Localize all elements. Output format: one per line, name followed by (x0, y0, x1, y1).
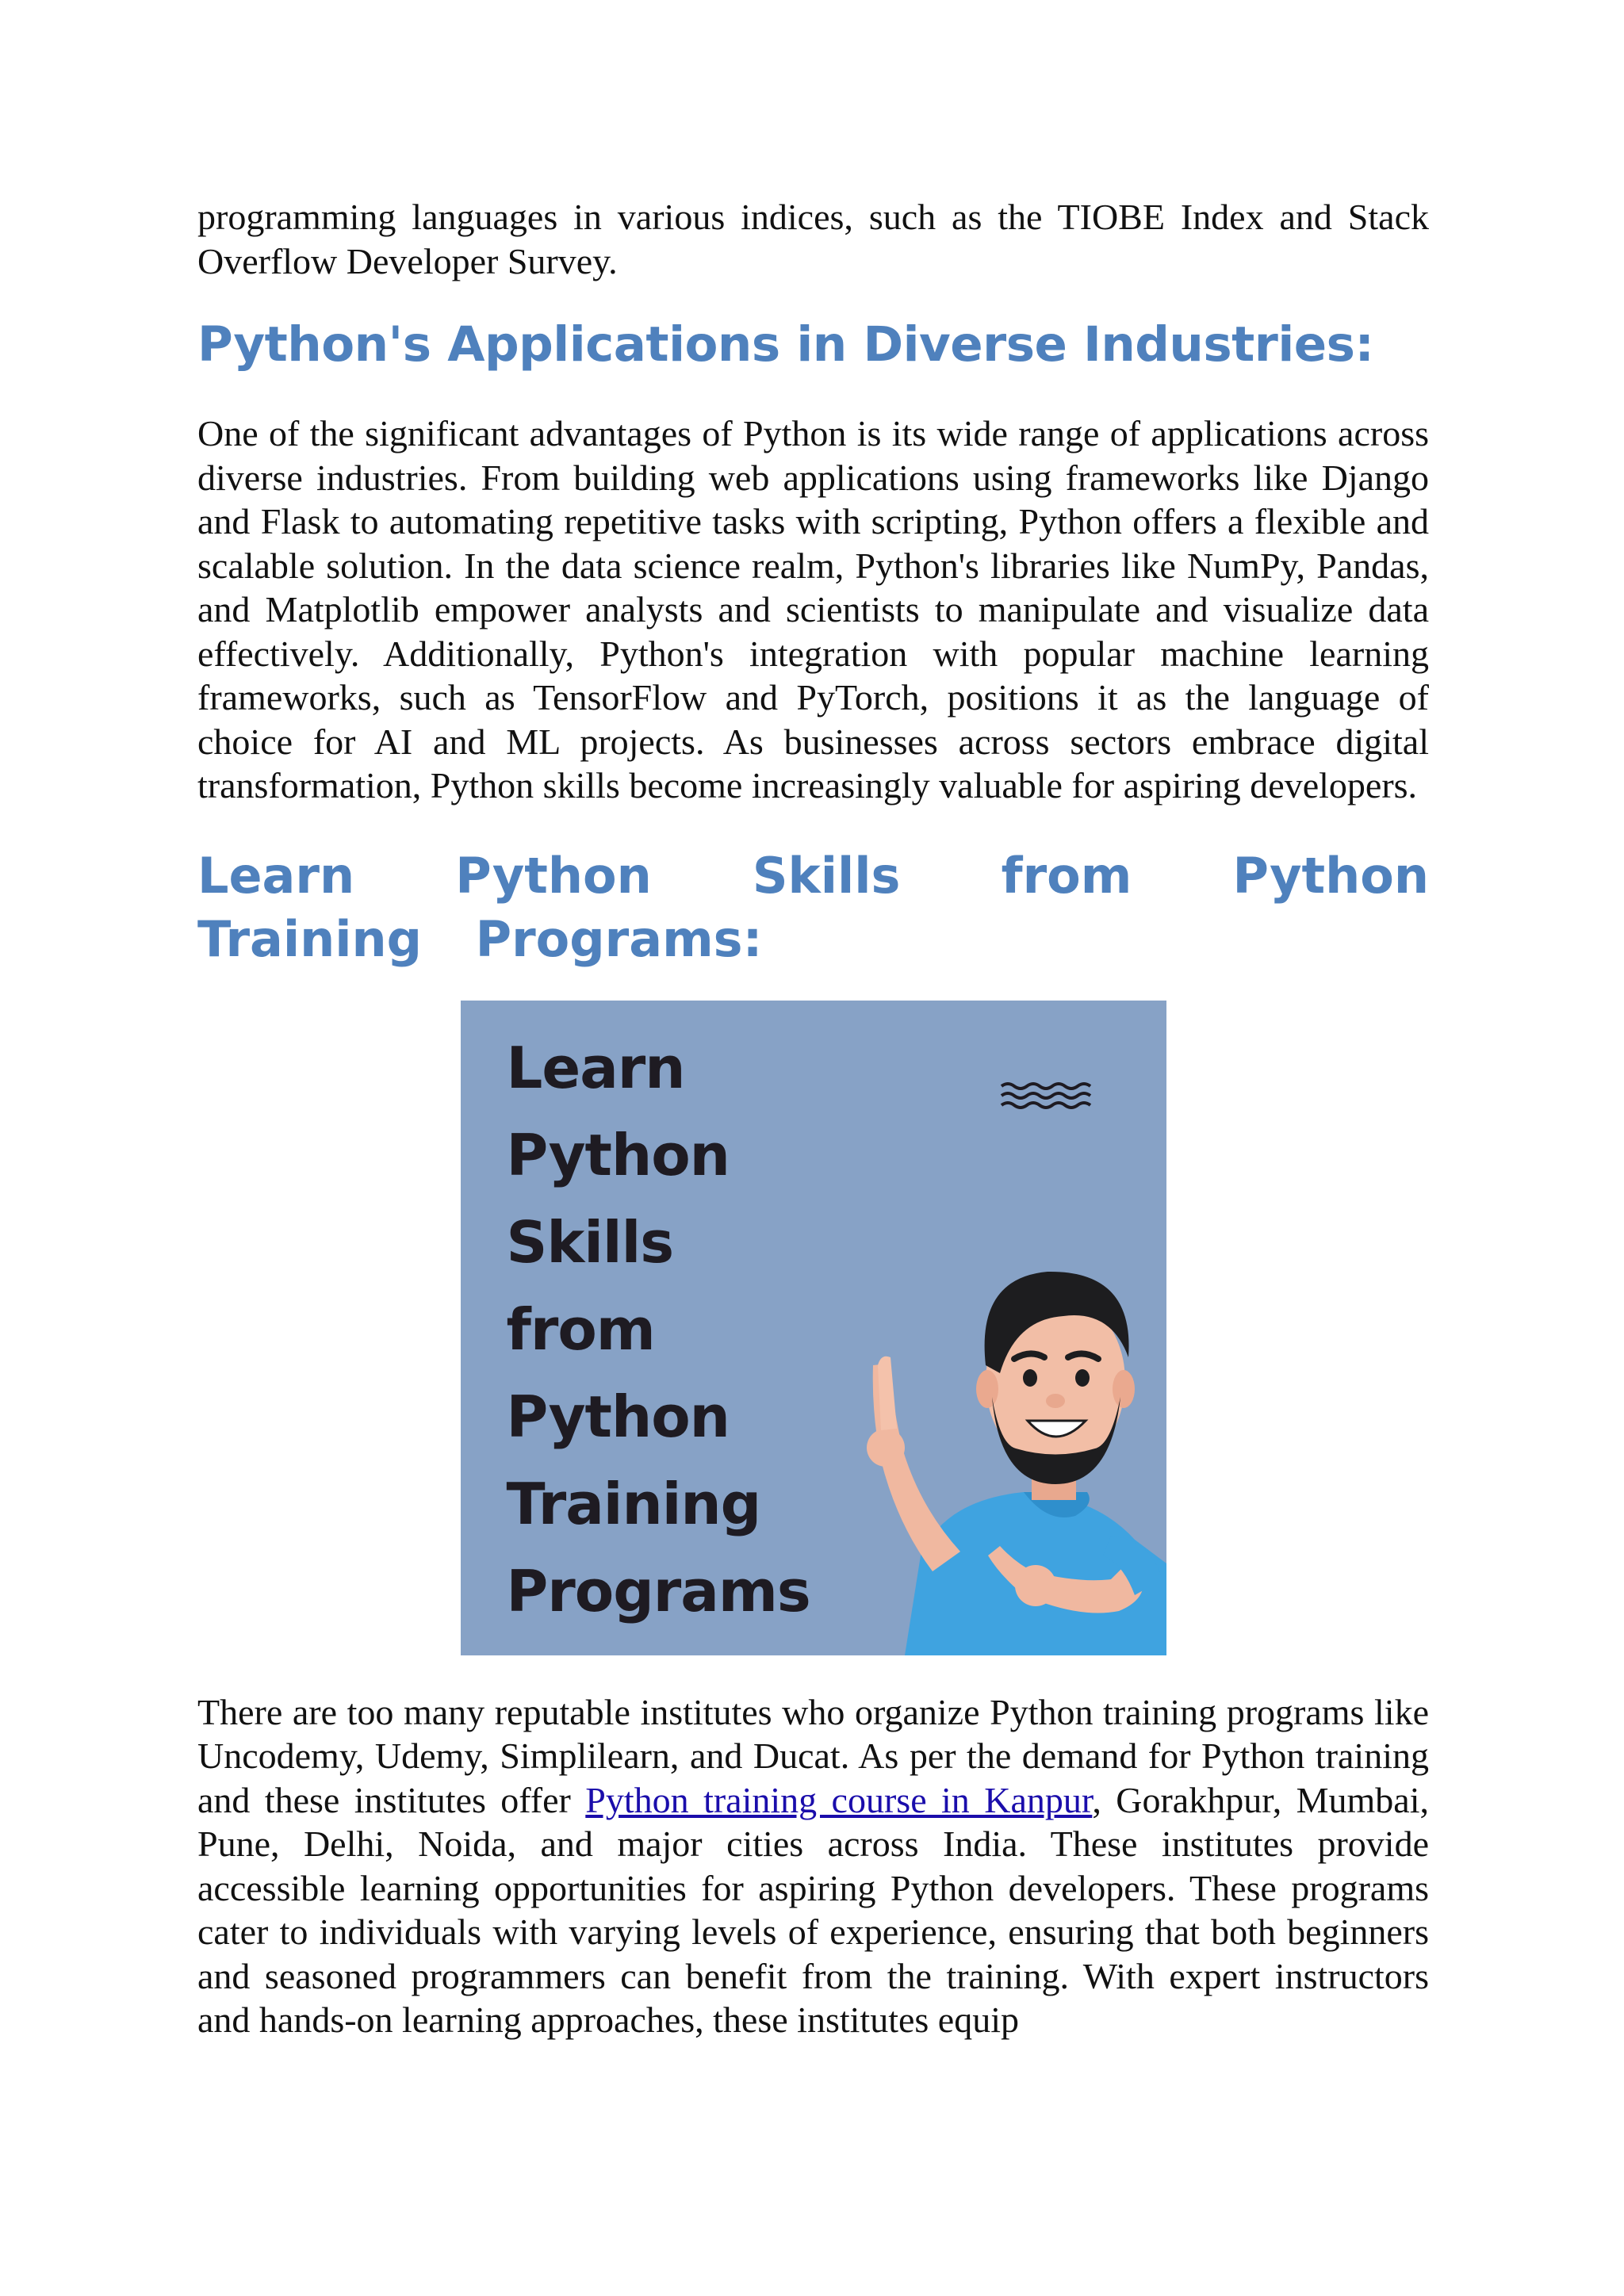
training-text-after-link: , Gorakhpur, Mumbai, Pune, Delhi, Noida, and major cities across India. These institutes provide accessible learning opportunities for aspiring Python developers. These programs cater to individuals with varying levels of experience, ensuring that both beginners and seasoned programmers can benefit from the training. With expert instructors and hands-on learning approaches, these institutes equip (197, 1779, 1429, 2040)
learn-heading-last: Programs: (475, 909, 763, 968)
wave-icon (1000, 1080, 1098, 1112)
learn-heading (197, 844, 1429, 971)
training-poster-image (461, 1001, 1166, 1655)
applications-paragraph: One of the significant advantages of Python is its wide range of applications across diverse industries. From building web applications using frameworks like Django and Flask to automating repetitive tasks with scripting, Python offers a flexible and scalable solution. In the data science realm, Python's libraries like NumPy, Pandas, and Matplotlib empower analysts and scientists to manipulate and visualize data effectively. Additionally, Python's integration with popular machine learning frameworks, such as TensorFlow and PyTorch, positions it as the language of choice for AI and ML projects. As businesses across sectors embrace digital transformation, Python skills become increasingly valuable for aspiring developers. (197, 413, 1429, 806)
training-text-before-link: There are too many reputable institutes who organize Python training programs like Uncodemy, Udemy, Simplilearn, and Ducat. As per the demand for Python training and these institutes offer (197, 1691, 1429, 1820)
applications-heading: Python's Applications in Diverse Industries: (197, 316, 1374, 373)
python-training-course-link[interactable]: Python training course in Kanpur (585, 1779, 1093, 1820)
cartoon-man-pointing-icon (762, 1223, 1166, 1655)
training-paragraph (197, 1690, 1429, 2042)
learn-heading-main: Learn Python Skills from Python Training (197, 846, 1429, 968)
page-content (197, 195, 1429, 2042)
intro-paragraph: programming languages in various indices, such as the TIOBE Index and Stack Overflow Developer Survey. (197, 197, 1429, 281)
poster-text: Learn Python Skills from Python Training Programs (506, 1034, 810, 1624)
